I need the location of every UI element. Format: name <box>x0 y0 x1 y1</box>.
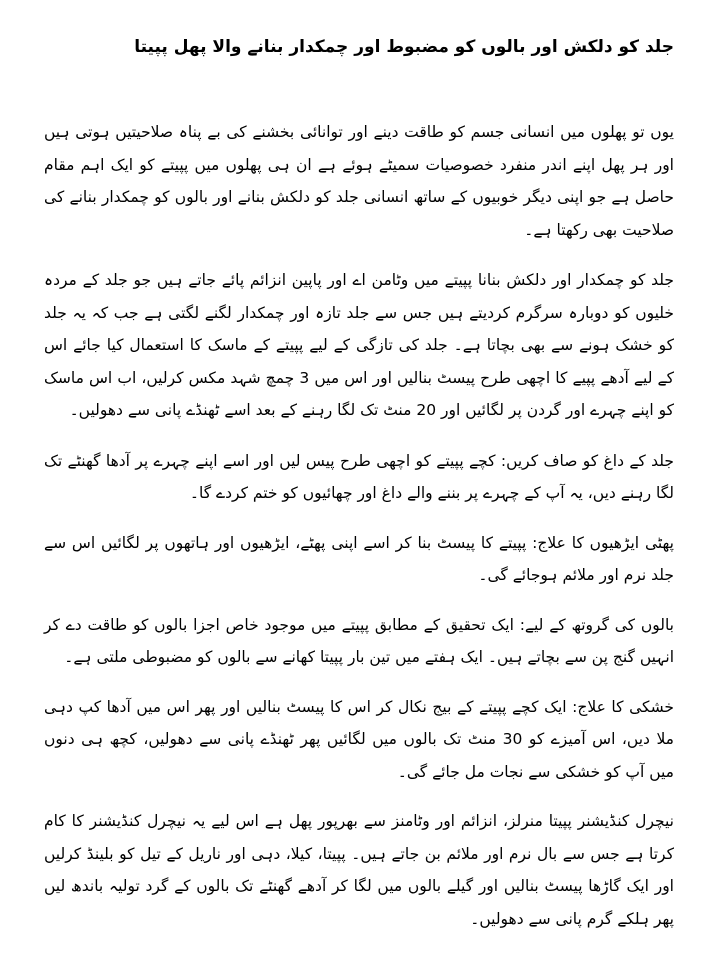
article-paragraph-glowing-skin: جلد کو چمکدار اور دلکش بنانا پپیتے میں وٹامن اے اور پاپین انزائم پائے جاتے ہیں جو جلد کے مردہ خلیوں کو دوبارہ سرگرم کردیتے ہیں جس سے جلد تازہ اور چمکدار لگنے لگتی ہے جب کہ یہ جلد کو خشک ہونے سے بھی بچاتا ہے۔ جلد کی تازگی کے لیے پپیتے کے ماسک کا استعمال کیا جائے اس کے لیے آدھے پپیے کا اچھی طرح پیسٹ بنالیں اور اس میں 3 چمچ شہد مکس کرلیں، اب اس ماسک کو اپنے چہرے اور گردن پر لگائیں اور 20 منٹ تک لگا رہنے کے بعد اسے ٹھنڈے پانی سے دھولیں۔ <box>44 271 674 419</box>
article-paragraph-intro: یوں تو پھلوں میں انسانی جسم کو طاقت دینے اور توانائی بخشنے کی بے پناہ صلاحیتیں ہوتی ہیں اور ہر پھل اپنے اندر منفرد خصوصیات سمیٹے ہوئے ہے ان ہی پھلوں میں پپیتے کو ایک اہم مقام حاصل ہے جو اپنی دیگر خوبیوں کے ساتھ انسانی جلد کو دلکش بنانے اور بالوں کو چمکدار بنانے کی صلاحیت بھی رکھتا ہے۔ <box>44 123 674 239</box>
article-paragraph-dandruff: خشکی کا علاج: ایک کچے پپیتے کے بیج نکال کر اس کا پیسٹ بنالیں اور پھر اس میں آدھا کپ دہی ملا دیں، اس آمیزے کو 30 منٹ تک بالوں میں لگائیں پھر ٹھنڈے پانی سے دھولیں، کچھ ہی دنوں میں آپ کو خشکی سے نجات مل جائے گی۔ <box>44 697 674 781</box>
article-title: جلد کو دلکش اور بالوں کو مضبوط اور چمکدار بنانے والا پھل پپیتا <box>134 37 674 57</box>
article-paragraph-hair-growth: بالوں کی گروتھ کے لیے: ایک تحقیق کے مطابق پپیتے میں موجود خاص اجزا بالوں کو طاقت دے کر انہیں گنج پن سے بچاتے ہیں۔ ایک ہفتے میں تین بار پپیتا کھانے سے بالوں کو مضبوطی ملتی ہے۔ <box>44 615 674 666</box>
article-paragraph-cracked-heels: پھٹی ایڑھیوں کا علاج: پپیتے کا پیسٹ بنا کر اسے اپنی پھٹے، ایڑھیوں اور ہاتھوں پر لگائیں اس سے جلد نرم اور ملائم ہوجائے گی۔ <box>44 533 674 584</box>
article-paragraph-natural-conditioner: نیچرل کنڈیشنر پپیتا منرلز، انزائم اور وٹامنز سے بھرپور پھل ہے اس لیے یہ نیچرل کنڈیشنر کا کام کرتا ہے جس سے بال نرم اور ملائم بن جاتے ہیں۔ پپیتا، کیلا، دہی اور ناریل کے تیل کو بلینڈ کرلیں اور ایک گاڑھا پیسٹ بنالیں اور گیلے بالوں میں لگا کر آدھے گھنٹے تک بالوں کے گرد تولیہ باندھ لیں پھر ہلکے گرم پانی سے دھولیں۔ <box>44 812 674 928</box>
article-page <box>0 36 706 971</box>
article-paragraph-skin-spots: جلد کے داغ کو صاف کریں: کچے پپیتے کو اچھی طرح پیس لیں اور اسے اپنے چہرے پر آدھا گھنٹے تک لگا رہنے دیں، یہ آپ کے چہرے پر بننے والے داغ اور چھائیوں کو ختم کردے گا۔ <box>44 451 674 502</box>
